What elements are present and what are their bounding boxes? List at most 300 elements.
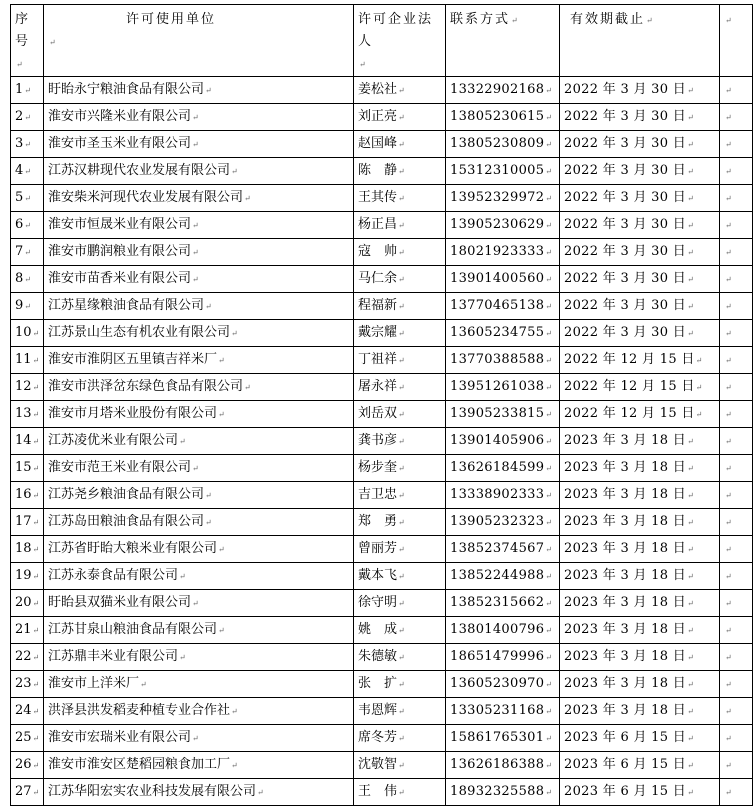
table-row <box>11 671 753 698</box>
cell-expiry: 2023 年 6 月 15 日↵ <box>560 779 720 806</box>
table-row <box>11 563 753 590</box>
paragraph-mark-icon: ↵ <box>398 113 405 122</box>
cell-extra <box>720 77 753 104</box>
cell-contact: 13605234755↵ <box>446 320 560 347</box>
cell-legal-rep: 陈 静↵ <box>354 158 446 185</box>
paragraph-mark-icon: ↵ <box>725 734 732 743</box>
cell-expiry: 2022 年 3 月 30 日↵ <box>560 293 720 320</box>
cell-legal-rep: 刘岳双↵ <box>354 401 446 428</box>
table-row <box>11 590 753 617</box>
table-row <box>11 725 753 752</box>
cell-extra <box>720 482 753 509</box>
paragraph-mark-icon: ↵ <box>179 653 186 662</box>
cell-legal-rep: 曾丽芳↵ <box>354 536 446 563</box>
cell-index: 12↵ <box>11 374 44 401</box>
paragraph-mark-icon: ↵ <box>725 707 732 716</box>
cell-legal-rep: 戴本飞↵ <box>354 563 446 590</box>
paragraph-mark-icon: ↵ <box>32 761 40 770</box>
paragraph-mark-icon: ↵ <box>398 329 405 338</box>
cell-extra <box>720 563 753 590</box>
cell-expiry: 2023 年 3 月 18 日↵ <box>560 644 720 671</box>
paragraph-mark-icon: ↵ <box>218 545 225 554</box>
cell-index: 17↵ <box>11 509 44 536</box>
paragraph-mark-icon: ↵ <box>244 383 251 392</box>
paragraph-mark-icon: ↵ <box>687 194 694 203</box>
table-row <box>11 698 753 725</box>
paragraph-mark-icon: ↵ <box>218 410 225 419</box>
paragraph-mark-icon: ↵ <box>725 518 732 527</box>
cell-extra <box>720 401 753 428</box>
paragraph-mark-icon: ↵ <box>545 626 552 635</box>
cell-organization: 淮安柴米河现代农业发展有限公司↵ <box>44 185 354 212</box>
paragraph-mark-icon: ↵ <box>16 60 23 69</box>
cell-legal-rep: 程福新↵ <box>354 293 446 320</box>
paragraph-mark-icon: ↵ <box>231 329 238 338</box>
paragraph-mark-icon: ↵ <box>179 572 186 581</box>
cell-index: 3↵ <box>11 131 44 158</box>
paragraph-mark-icon: ↵ <box>545 437 552 446</box>
paragraph-mark-icon: ↵ <box>725 356 732 365</box>
cell-contact: 15312310005↵ <box>446 158 560 185</box>
cell-organization: 江苏华阳宏实农业科技发展有限公司↵ <box>44 779 354 806</box>
paragraph-mark-icon: ↵ <box>725 86 732 95</box>
paragraph-mark-icon: ↵ <box>192 113 199 122</box>
paragraph-mark-icon: ↵ <box>725 545 732 554</box>
paragraph-mark-icon: ↵ <box>687 491 694 500</box>
header-legal-rep: 许可企业法人 ↵ <box>354 5 446 77</box>
paragraph-mark-icon: ↵ <box>725 761 732 770</box>
paragraph-mark-icon: ↵ <box>359 60 366 69</box>
cell-expiry: 2023 年 3 月 18 日↵ <box>560 671 720 698</box>
cell-organization: 江苏鼎丰米业有限公司↵ <box>44 644 354 671</box>
paragraph-mark-icon: ↵ <box>32 356 40 365</box>
cell-organization: 江苏景山生态有机农业有限公司↵ <box>44 320 354 347</box>
paragraph-mark-icon: ↵ <box>32 329 40 338</box>
cell-organization: 江苏甘泉山粮油食品有限公司↵ <box>44 617 354 644</box>
paragraph-mark-icon: ↵ <box>545 680 552 689</box>
cell-expiry: 2022 年 12 月 15 日↵ <box>560 347 720 374</box>
cell-extra <box>720 185 753 212</box>
cell-contact: 13770388588↵ <box>446 347 560 374</box>
paragraph-mark-icon: ↵ <box>231 167 238 176</box>
table-row <box>11 455 753 482</box>
paragraph-mark-icon: ↵ <box>32 518 40 527</box>
cell-index: 13↵ <box>11 401 44 428</box>
paragraph-mark-icon: ↵ <box>545 572 552 581</box>
cell-organization: 淮安市范王米业有限公司↵ <box>44 455 354 482</box>
paragraph-mark-icon: ↵ <box>545 329 552 338</box>
paragraph-mark-icon: ↵ <box>725 653 732 662</box>
paragraph-mark-icon: ↵ <box>398 761 405 770</box>
cell-index: 1↵ <box>11 77 44 104</box>
cell-organization: 淮安市兴隆米业有限公司↵ <box>44 104 354 131</box>
paragraph-mark-icon: ↵ <box>725 221 732 230</box>
paragraph-mark-icon: ↵ <box>545 788 552 797</box>
cell-index: 24↵ <box>11 698 44 725</box>
table-row <box>11 320 753 347</box>
paragraph-mark-icon: ↵ <box>32 599 40 608</box>
table-row <box>11 374 753 401</box>
paragraph-mark-icon: ↵ <box>398 275 405 284</box>
paragraph-mark-icon: ↵ <box>205 86 212 95</box>
cell-extra <box>720 374 753 401</box>
cell-index: 8↵ <box>11 266 44 293</box>
cell-contact: 13852374567↵ <box>446 536 560 563</box>
paragraph-mark-icon: ↵ <box>32 410 40 419</box>
paragraph-mark-icon: ↵ <box>687 626 694 635</box>
cell-legal-rep: 马仁余↵ <box>354 266 446 293</box>
table-row <box>11 428 753 455</box>
header-expiry: 有效期截止↵ <box>560 5 720 77</box>
cell-expiry: 2023 年 3 月 18 日↵ <box>560 509 720 536</box>
cell-contact: 13605230970↵ <box>446 671 560 698</box>
cell-contact: 13905230629↵ <box>446 212 560 239</box>
paragraph-mark-icon: ↵ <box>545 194 552 203</box>
cell-contact: 13951261038↵ <box>446 374 560 401</box>
cell-expiry: 2022 年 3 月 30 日↵ <box>560 131 720 158</box>
cell-extra <box>720 239 753 266</box>
paragraph-mark-icon: ↵ <box>695 356 703 365</box>
paragraph-mark-icon: ↵ <box>231 707 238 716</box>
cell-organization: 江苏星缘粮油食品有限公司↵ <box>44 293 354 320</box>
paragraph-mark-icon: ↵ <box>646 16 653 25</box>
paragraph-mark-icon: ↵ <box>32 572 40 581</box>
cell-index: 21↵ <box>11 617 44 644</box>
cell-expiry: 2022 年 3 月 30 日↵ <box>560 185 720 212</box>
cell-expiry: 2023 年 3 月 18 日↵ <box>560 563 720 590</box>
cell-extra <box>720 320 753 347</box>
cell-legal-rep: 徐守明↵ <box>354 590 446 617</box>
cell-organization: 淮安市淮阴区五里镇吉祥米厂↵ <box>44 347 354 374</box>
cell-expiry: 2022 年 3 月 30 日↵ <box>560 104 720 131</box>
paragraph-mark-icon: ↵ <box>398 788 405 797</box>
paragraph-mark-icon: ↵ <box>687 518 694 527</box>
paragraph-mark-icon: ↵ <box>398 221 405 230</box>
paragraph-mark-icon: ↵ <box>545 167 552 176</box>
paragraph-mark-icon: ↵ <box>725 599 732 608</box>
cell-extra <box>720 347 753 374</box>
cell-extra <box>720 590 753 617</box>
cell-contact: 13770465138↵ <box>446 293 560 320</box>
cell-expiry: 2023 年 6 月 15 日↵ <box>560 752 720 779</box>
paragraph-mark-icon: ↵ <box>687 572 694 581</box>
cell-index: 20↵ <box>11 590 44 617</box>
cell-extra <box>720 212 753 239</box>
paragraph-mark-icon: ↵ <box>725 275 732 284</box>
cell-extra <box>720 698 753 725</box>
paragraph-mark-icon: ↵ <box>205 518 212 527</box>
paragraph-mark-icon: ↵ <box>398 167 405 176</box>
paragraph-mark-icon: ↵ <box>545 383 552 392</box>
cell-extra <box>720 752 753 779</box>
paragraph-mark-icon: ↵ <box>687 275 694 284</box>
cell-index: 2↵ <box>11 104 44 131</box>
cell-legal-rep: 王其传↵ <box>354 185 446 212</box>
cell-index: 22↵ <box>11 644 44 671</box>
paragraph-mark-icon: ↵ <box>218 356 225 365</box>
cell-extra <box>720 428 753 455</box>
paragraph-mark-icon: ↵ <box>687 329 694 338</box>
cell-index: 23↵ <box>11 671 44 698</box>
paragraph-mark-icon: ↵ <box>192 464 199 473</box>
paragraph-mark-icon: ↵ <box>398 572 405 581</box>
paragraph-mark-icon: ↵ <box>398 545 405 554</box>
cell-legal-rep: 戴宗耀↵ <box>354 320 446 347</box>
paragraph-mark-icon: ↵ <box>192 221 199 230</box>
cell-index: 27↵ <box>11 779 44 806</box>
cell-index: 16↵ <box>11 482 44 509</box>
paragraph-mark-icon: ↵ <box>725 410 732 419</box>
cell-legal-rep: 王 伟↵ <box>354 779 446 806</box>
paragraph-mark-icon: ↵ <box>32 626 40 635</box>
paragraph-mark-icon: ↵ <box>32 491 40 500</box>
header-index: 序号 ↵ <box>11 5 44 77</box>
cell-contact: 18651479996↵ <box>446 644 560 671</box>
paragraph-mark-icon: ↵ <box>398 680 405 689</box>
cell-legal-rep: 杨步奎↵ <box>354 455 446 482</box>
cell-index: 10↵ <box>11 320 44 347</box>
table-row <box>11 617 753 644</box>
cell-extra <box>720 617 753 644</box>
cell-contact: 13852315662↵ <box>446 590 560 617</box>
cell-expiry: 2023 年 3 月 18 日↵ <box>560 590 720 617</box>
paragraph-mark-icon: ↵ <box>545 761 552 770</box>
paragraph-mark-icon: ↵ <box>725 113 732 122</box>
cell-contact: 13805230615↵ <box>446 104 560 131</box>
cell-organization: 江苏省盱眙大粮米业有限公司↵ <box>44 536 354 563</box>
paragraph-mark-icon: ↵ <box>545 410 552 419</box>
cell-expiry: 2022 年 12 月 15 日↵ <box>560 401 720 428</box>
cell-extra <box>720 104 753 131</box>
paragraph-mark-icon: ↵ <box>24 113 31 122</box>
paragraph-mark-icon: ↵ <box>725 680 732 689</box>
cell-expiry: 2022 年 3 月 30 日↵ <box>560 77 720 104</box>
cell-extra <box>720 131 753 158</box>
paragraph-mark-icon: ↵ <box>545 545 552 554</box>
cell-legal-rep: 席冬芳↵ <box>354 725 446 752</box>
paragraph-mark-icon: ↵ <box>398 491 405 500</box>
cell-legal-rep: 屠永祥↵ <box>354 374 446 401</box>
paragraph-mark-icon: ↵ <box>398 599 405 608</box>
paragraph-mark-icon: ↵ <box>398 464 405 473</box>
cell-extra <box>720 644 753 671</box>
paragraph-mark-icon: ↵ <box>725 248 732 257</box>
cell-extra <box>720 158 753 185</box>
paragraph-mark-icon: ↵ <box>687 437 694 446</box>
cell-index: 26↵ <box>11 752 44 779</box>
paragraph-mark-icon: ↵ <box>545 653 552 662</box>
cell-expiry: 2022 年 3 月 30 日↵ <box>560 212 720 239</box>
cell-contact: 13305231168↵ <box>446 698 560 725</box>
paragraph-mark-icon: ↵ <box>257 788 264 797</box>
paragraph-mark-icon: ↵ <box>398 356 405 365</box>
cell-index: 19↵ <box>11 563 44 590</box>
cell-organization: 淮安市鹏润粮业有限公司↵ <box>44 239 354 266</box>
cell-index: 9↵ <box>11 293 44 320</box>
paragraph-mark-icon: ↵ <box>32 734 40 743</box>
cell-expiry: 2023 年 3 月 18 日↵ <box>560 482 720 509</box>
table-row <box>11 536 753 563</box>
paragraph-mark-icon: ↵ <box>192 599 199 608</box>
cell-contact: 13626186388↵ <box>446 752 560 779</box>
paragraph-mark-icon: ↵ <box>725 383 732 392</box>
paragraph-mark-icon: ↵ <box>687 761 694 770</box>
cell-contact: 13322902168↵ <box>446 77 560 104</box>
paragraph-mark-icon: ↵ <box>398 437 405 446</box>
cell-index: 11↵ <box>11 347 44 374</box>
paragraph-mark-icon: ↵ <box>725 302 732 311</box>
table-row <box>11 104 753 131</box>
table-row <box>11 509 753 536</box>
paragraph-mark-icon: ↵ <box>725 329 732 338</box>
paragraph-mark-icon: ↵ <box>687 221 694 230</box>
paragraph-mark-icon: ↵ <box>205 491 212 500</box>
cell-organization: 江苏汉耕现代农业发展有限公司↵ <box>44 158 354 185</box>
cell-extra <box>720 266 753 293</box>
cell-expiry: 2022 年 3 月 30 日↵ <box>560 158 720 185</box>
paragraph-mark-icon: ↵ <box>687 545 694 554</box>
header-row <box>11 5 753 77</box>
paragraph-mark-icon: ↵ <box>687 680 694 689</box>
cell-extra <box>720 293 753 320</box>
paragraph-mark-icon: ↵ <box>398 410 405 419</box>
paragraph-mark-icon: ↵ <box>687 707 694 716</box>
cell-legal-rep: 刘正亮↵ <box>354 104 446 131</box>
cell-index: 15↵ <box>11 455 44 482</box>
cell-index: 25↵ <box>11 725 44 752</box>
cell-index: 14↵ <box>11 428 44 455</box>
paragraph-mark-icon: ↵ <box>725 491 732 500</box>
cell-extra <box>720 509 753 536</box>
cell-expiry: 2022 年 3 月 30 日↵ <box>560 320 720 347</box>
paragraph-mark-icon: ↵ <box>725 194 732 203</box>
cell-expiry: 2023 年 3 月 18 日↵ <box>560 536 720 563</box>
paragraph-mark-icon: ↵ <box>687 788 694 797</box>
cell-organization: 盱眙县双猫米业有限公司↵ <box>44 590 354 617</box>
paragraph-mark-icon: ↵ <box>545 491 552 500</box>
cell-organization: 淮安市苗香米业有限公司↵ <box>44 266 354 293</box>
paragraph-mark-icon: ↵ <box>687 86 694 95</box>
table-row <box>11 752 753 779</box>
paragraph-mark-icon: ↵ <box>695 410 703 419</box>
cell-organization: 淮安市月塔米业股份有限公司↵ <box>44 401 354 428</box>
paragraph-mark-icon: ↵ <box>545 140 552 149</box>
paragraph-mark-icon: ↵ <box>192 140 199 149</box>
cell-expiry: 2022 年 3 月 30 日↵ <box>560 266 720 293</box>
paragraph-mark-icon: ↵ <box>687 464 694 473</box>
cell-legal-rep: 韦恩辉↵ <box>354 698 446 725</box>
cell-legal-rep: 杨正昌↵ <box>354 212 446 239</box>
table-row <box>11 293 753 320</box>
paragraph-mark-icon: ↵ <box>32 545 40 554</box>
header-extra <box>720 5 753 77</box>
cell-contact: 13805230809↵ <box>446 131 560 158</box>
cell-extra <box>720 536 753 563</box>
cell-legal-rep: 赵国峰↵ <box>354 131 446 158</box>
cell-legal-rep: 寇 帅↵ <box>354 239 446 266</box>
cell-extra <box>720 455 753 482</box>
cell-organization: 江苏尧乡粮油食品有限公司↵ <box>44 482 354 509</box>
paragraph-mark-icon: ↵ <box>192 734 199 743</box>
paragraph-mark-icon: ↵ <box>725 437 732 446</box>
paragraph-mark-icon: ↵ <box>695 383 703 392</box>
cell-organization: 淮安市淮安区楚稻园粮食加工厂↵ <box>44 752 354 779</box>
paragraph-mark-icon: ↵ <box>545 734 552 743</box>
paragraph-mark-icon: ↵ <box>244 194 251 203</box>
paragraph-mark-icon: ↵ <box>32 680 40 689</box>
paragraph-mark-icon: ↵ <box>398 86 405 95</box>
paragraph-mark-icon: ↵ <box>398 518 405 527</box>
paragraph-mark-icon: ↵ <box>545 221 552 230</box>
paragraph-mark-icon: ↵ <box>32 437 40 446</box>
cell-index: 18↵ <box>11 536 44 563</box>
cell-legal-rep: 吉卫忠↵ <box>354 482 446 509</box>
cell-contact: 13952329972↵ <box>446 185 560 212</box>
cell-legal-rep: 郑 勇↵ <box>354 509 446 536</box>
cell-extra <box>720 671 753 698</box>
paragraph-mark-icon: ↵ <box>545 86 552 95</box>
cell-contact: 13901405906↵ <box>446 428 560 455</box>
cell-expiry: 2022 年 3 月 30 日↵ <box>560 239 720 266</box>
cell-contact: 18021923333↵ <box>446 239 560 266</box>
paragraph-mark-icon: ↵ <box>24 140 31 149</box>
license-table <box>10 4 753 806</box>
table-row <box>11 131 753 158</box>
paragraph-mark-icon: ↵ <box>398 653 405 662</box>
header-contact: 联系方式↵ <box>446 5 560 77</box>
cell-organization: 江苏岛田粮油食品有限公司↵ <box>44 509 354 536</box>
paragraph-mark-icon: ↵ <box>725 167 732 176</box>
table-row <box>11 77 753 104</box>
paragraph-mark-icon: ↵ <box>24 275 31 284</box>
cell-contact: 13626184599↵ <box>446 455 560 482</box>
table-row <box>11 239 753 266</box>
paragraph-mark-icon: ↵ <box>398 734 405 743</box>
paragraph-mark-icon: ↵ <box>24 167 31 176</box>
paragraph-mark-icon: ↵ <box>398 626 405 635</box>
cell-expiry: 2023 年 3 月 18 日↵ <box>560 455 720 482</box>
cell-organization: 江苏永泰食品有限公司↵ <box>44 563 354 590</box>
paragraph-mark-icon: ↵ <box>545 464 552 473</box>
table-row <box>11 158 753 185</box>
paragraph-mark-icon: ↵ <box>687 113 694 122</box>
paragraph-mark-icon: ↵ <box>687 734 694 743</box>
paragraph-mark-icon: ↵ <box>725 572 732 581</box>
table-row <box>11 212 753 239</box>
cell-organization: 淮安市上洋米厂↵ <box>44 671 354 698</box>
cell-organization: 江苏凌优米业有限公司↵ <box>44 428 354 455</box>
cell-legal-rep: 姜松社↵ <box>354 77 446 104</box>
paragraph-mark-icon: ↵ <box>231 761 238 770</box>
paragraph-mark-icon: ↵ <box>725 464 732 473</box>
cell-index: 6↵ <box>11 212 44 239</box>
table-row <box>11 644 753 671</box>
paragraph-mark-icon: ↵ <box>32 464 40 473</box>
table-row <box>11 266 753 293</box>
paragraph-mark-icon: ↵ <box>545 518 552 527</box>
cell-contact: 13905232323↵ <box>446 509 560 536</box>
paragraph-mark-icon: ↵ <box>398 302 405 311</box>
paragraph-mark-icon: ↵ <box>725 140 732 149</box>
cell-legal-rep: 姚 成↵ <box>354 617 446 644</box>
paragraph-mark-icon: ↵ <box>687 248 694 257</box>
paragraph-mark-icon: ↵ <box>687 599 694 608</box>
table-row <box>11 482 753 509</box>
paragraph-mark-icon: ↵ <box>725 788 732 797</box>
cell-organization: 淮安市洪泽岔东绿色食品有限公司↵ <box>44 374 354 401</box>
paragraph-mark-icon: ↵ <box>32 653 40 662</box>
paragraph-mark-icon: ↵ <box>218 626 225 635</box>
